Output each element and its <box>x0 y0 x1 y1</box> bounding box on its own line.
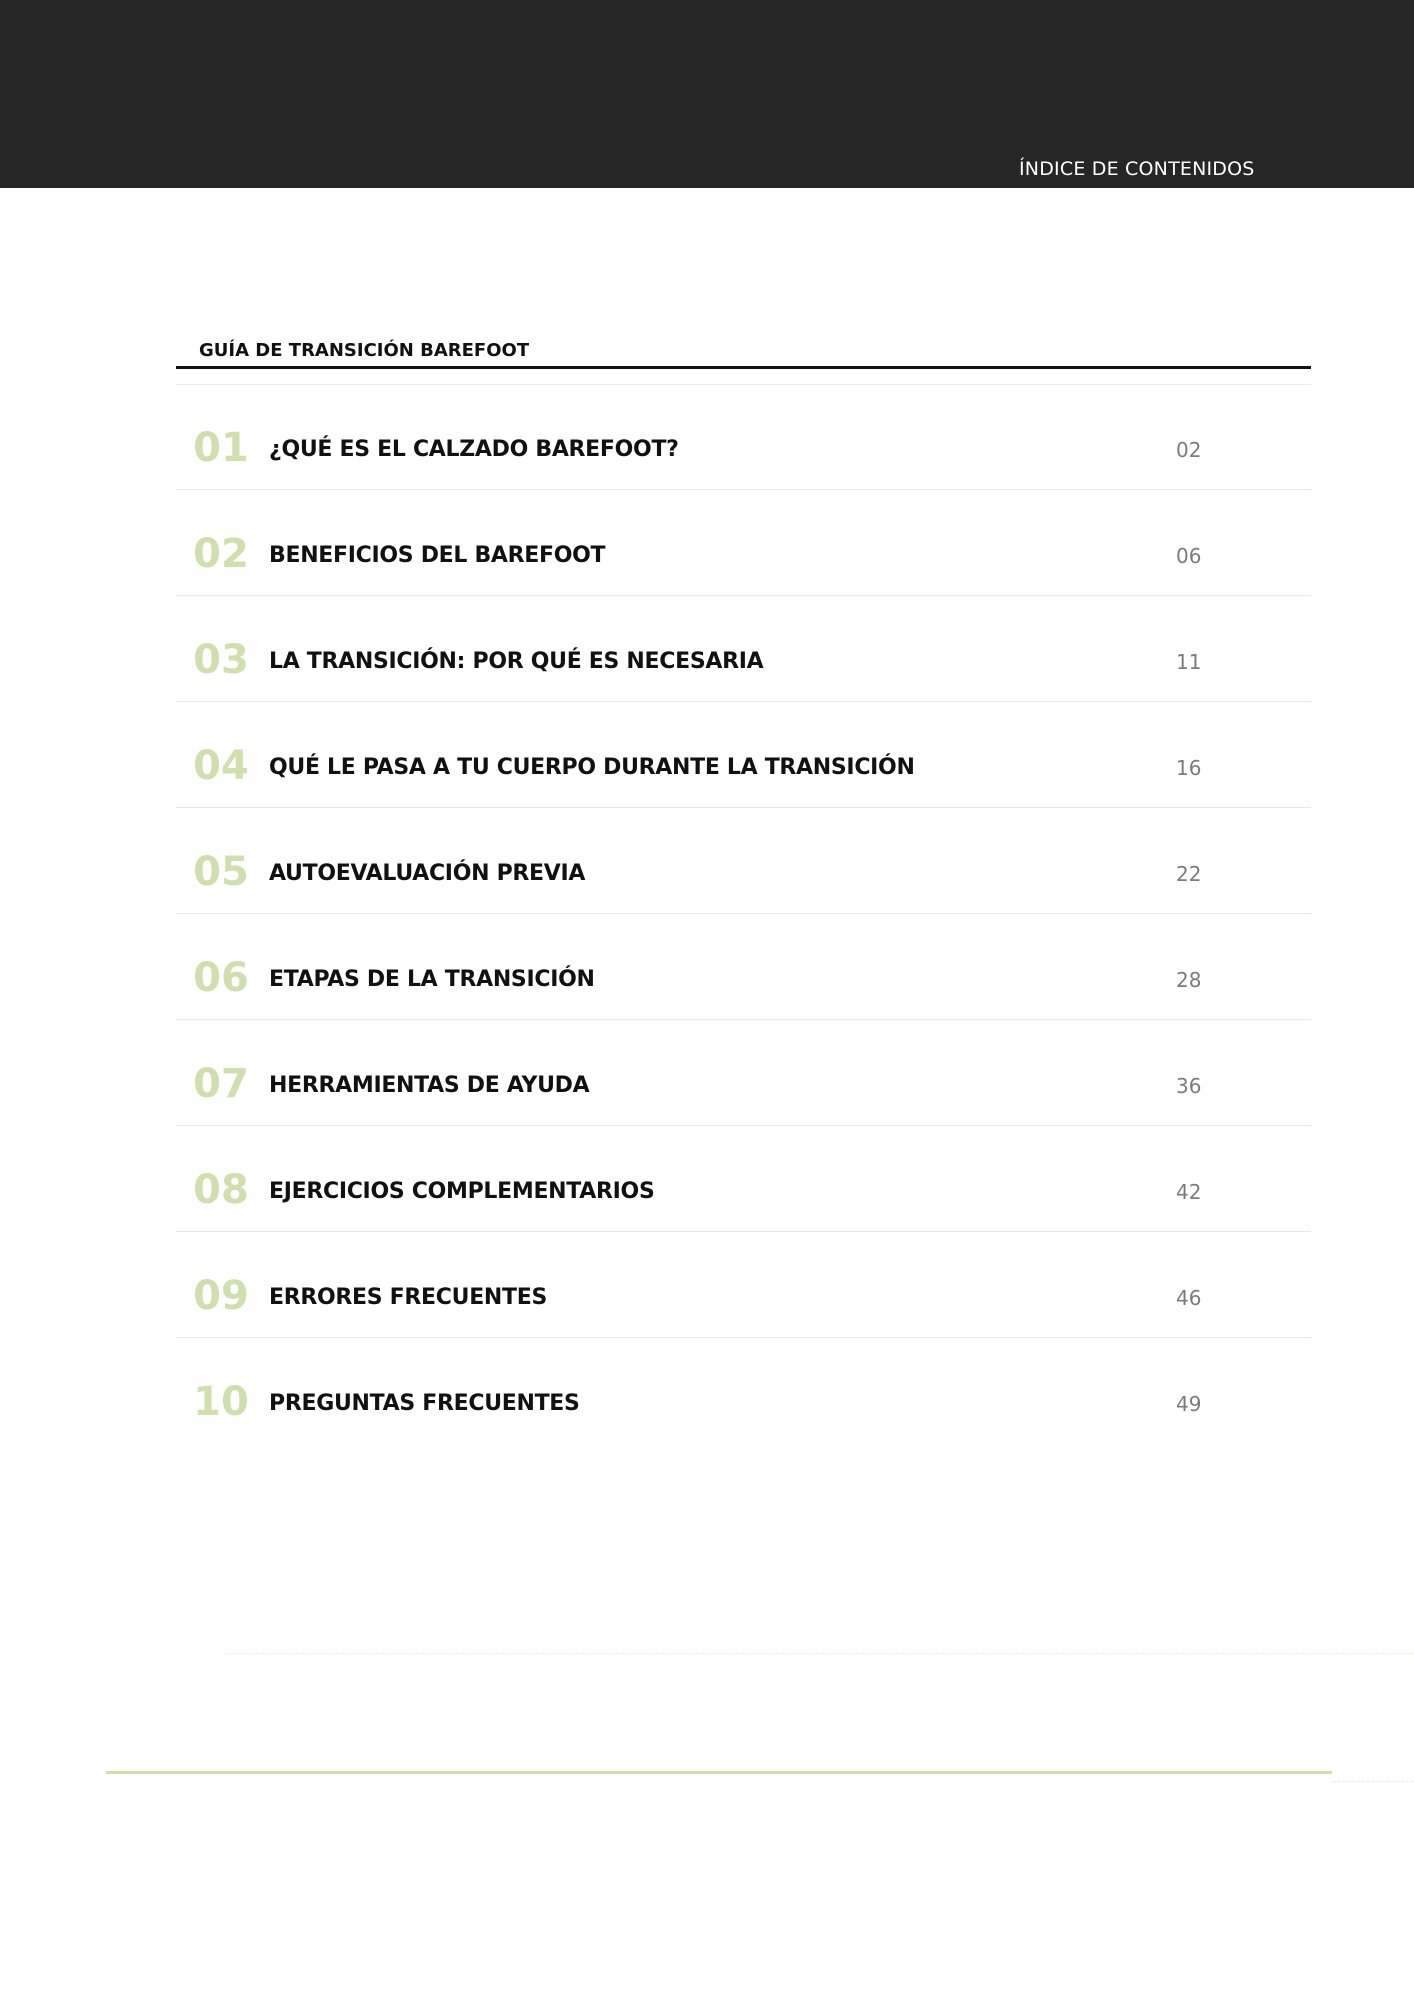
toc-entry-title: PREGUNTAS FRECUENTES <box>269 1391 580 1416</box>
faint-dotted-divider <box>226 1653 1414 1654</box>
toc-entry-title: HERRAMIENTAS DE AYUDA <box>269 1073 590 1098</box>
toc-entry-title: ETAPAS DE LA TRANSICIÓN <box>269 967 595 992</box>
toc-entry-number: 10 <box>193 1379 249 1425</box>
toc-entry[interactable] <box>176 808 1311 914</box>
toc-entry-number: 07 <box>193 1061 249 1107</box>
toc-entry-number: 04 <box>193 743 249 789</box>
faint-dotted-divider-end <box>1332 1781 1414 1782</box>
toc-entry-title: BENEFICIOS DEL BAREFOOT <box>269 543 606 568</box>
toc-entry-page: 49 <box>1176 1392 1202 1416</box>
document-title: GUÍA DE TRANSICIÓN BAREFOOT <box>199 340 530 361</box>
toc-entry-page: 02 <box>1176 438 1202 462</box>
toc-entry[interactable] <box>176 914 1311 1020</box>
toc-entry-page: 42 <box>1176 1180 1202 1204</box>
toc-entry-page: 16 <box>1176 756 1202 780</box>
toc-entry[interactable] <box>176 1232 1311 1338</box>
toc-entry[interactable] <box>176 596 1311 702</box>
toc-entry-page: 28 <box>1176 968 1202 992</box>
accent-divider <box>106 1771 1332 1774</box>
toc-entry-title: EJERCICIOS COMPLEMENTARIOS <box>269 1179 655 1204</box>
toc-entry-page: 36 <box>1176 1074 1202 1098</box>
toc-entry[interactable] <box>176 702 1311 808</box>
toc-entry-page: 06 <box>1176 544 1202 568</box>
toc-entry[interactable] <box>176 1338 1311 1444</box>
toc-entry-number: 06 <box>193 955 249 1001</box>
toc-entry-title: ¿QUÉ ES EL CALZADO BAREFOOT? <box>269 437 679 462</box>
toc-entry-number: 09 <box>193 1273 249 1319</box>
toc-entry[interactable] <box>176 490 1311 596</box>
toc-entry-title: LA TRANSICIÓN: POR QUÉ ES NECESARIA <box>269 649 764 674</box>
toc-entry-title: ERRORES FRECUENTES <box>269 1285 548 1310</box>
toc-entry-number: 01 <box>193 425 249 471</box>
toc-entry-number: 02 <box>193 531 249 577</box>
toc-entry-number: 08 <box>193 1167 249 1213</box>
toc-entry-page: 46 <box>1176 1286 1202 1310</box>
toc-entry-title: AUTOEVALUACIÓN PREVIA <box>269 861 586 886</box>
toc-entry-page: 11 <box>1176 650 1202 674</box>
toc-entry-title: QUÉ LE PASA A TU CUERPO DURANTE LA TRANSICIÓN <box>269 755 915 780</box>
table-of-contents <box>176 384 1311 1444</box>
toc-entry[interactable] <box>176 1020 1311 1126</box>
toc-entry[interactable] <box>176 384 1311 490</box>
toc-entry-number: 03 <box>193 637 249 683</box>
toc-entry-number: 05 <box>193 849 249 895</box>
toc-entry[interactable] <box>176 1126 1311 1232</box>
top-header-bar <box>0 0 1414 188</box>
section-label: ÍNDICE DE CONTENIDOS <box>1019 158 1255 180</box>
toc-entry-page: 22 <box>1176 862 1202 886</box>
document-title-header <box>176 336 1311 369</box>
